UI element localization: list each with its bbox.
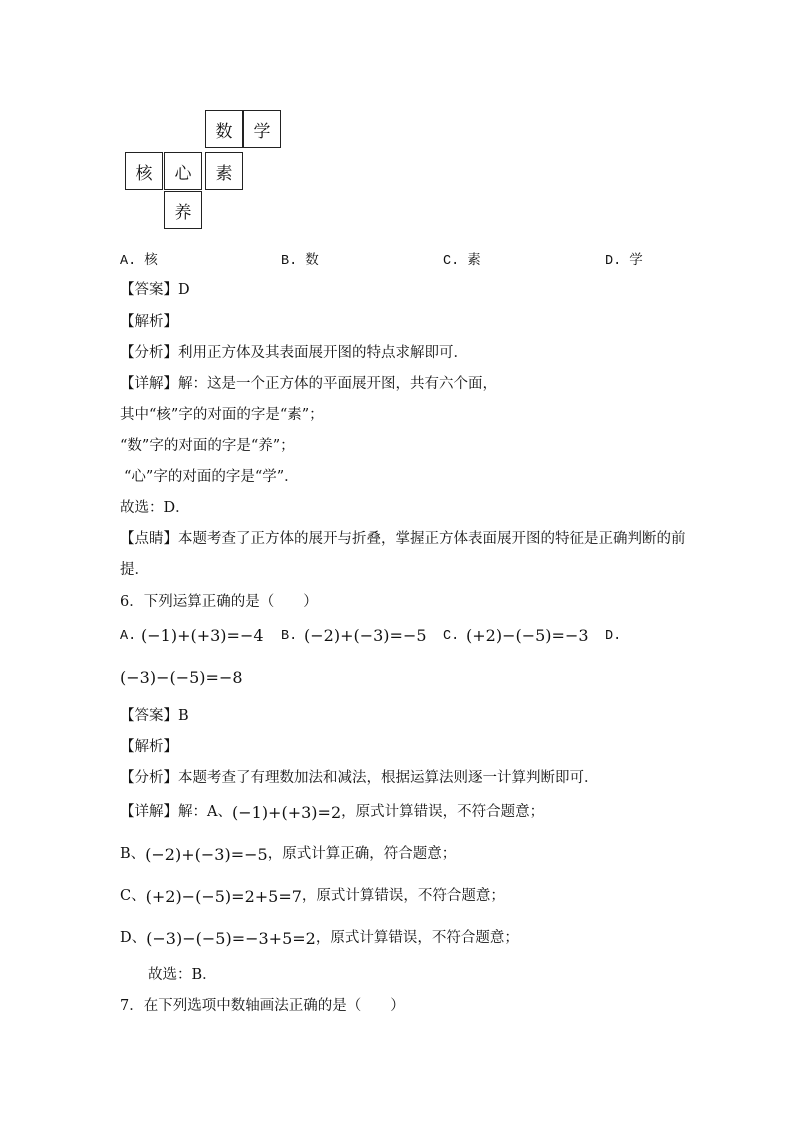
q6-solution-a-prefix: 【详解】解：A、 xyxy=(120,804,232,820)
q5-option-d: D. 学 xyxy=(605,254,643,269)
q7-title: 7．在下列选项中数轴画法正确的是（ ） xyxy=(120,998,405,1014)
net-cell-he: 核 xyxy=(125,152,163,190)
q6-solution-b-note: ，原式计算正确，符合题意； xyxy=(267,846,457,862)
q6-solution-d-expr: (−3)−(−5)=−3+5=2 xyxy=(146,928,316,948)
q5-option-b: B. 数 xyxy=(281,254,319,269)
q5-line-3: “数”字的对面的字是“养”； xyxy=(120,438,295,454)
q6-jiexi: 【解析】 xyxy=(120,739,178,755)
q5-line-4: “心”字的对面的字是“学”． xyxy=(124,469,299,485)
q6-option-d-label: D. xyxy=(605,629,622,644)
q6-solution-c-note: ，原式计算错误，不符合题意； xyxy=(301,888,505,904)
net-cell-xin: 心 xyxy=(164,152,202,190)
q6-solution-a-note: ，原式计算错误，不符合题意； xyxy=(341,804,545,820)
q6-option-a-expr: (−1)+(+3)=−4 xyxy=(141,626,264,645)
q6-guxuan: 故选：B． xyxy=(148,967,217,983)
q6-solution-b xyxy=(120,844,456,864)
net-cell-su: 素 xyxy=(205,152,243,190)
net-cell-xue: 学 xyxy=(243,110,281,148)
q5-dianjing-line-2: 提． xyxy=(120,562,149,578)
q5-guxuan: 故选：D． xyxy=(120,500,190,516)
q6-solution-b-prefix: B、 xyxy=(120,846,146,862)
q6-answer: 【答案】B xyxy=(120,708,189,724)
q6-solution-d xyxy=(120,928,519,948)
q6-option-b-label: B. xyxy=(281,629,298,644)
q6-solution-d-prefix: D、 xyxy=(120,930,147,946)
q6-fenxi: 【分析】本题考查了有理数加法和减法，根据运算法则逐一计算判断即可． xyxy=(120,770,599,786)
q6-solution-b-expr: (−2)+(−3)=−5 xyxy=(145,844,268,864)
q6-title: 6．下列运算正确的是（ ） xyxy=(120,594,318,610)
net-cell-shu: 数 xyxy=(205,110,243,148)
q5-option-a: A. 核 xyxy=(120,254,158,269)
q5-line-2: 其中“核”字的对面的字是“素”； xyxy=(120,407,324,423)
q6-solution-a-expr: (−1)+(+3)=2 xyxy=(231,802,342,822)
q6-solution-d-note: ，原式计算错误，不符合题意； xyxy=(315,930,519,946)
q6-solution-c xyxy=(120,886,505,906)
q6-solution-c-expr: (+2)−(−5)=2+5=7 xyxy=(145,886,302,906)
q5-dianjing-line-1: 【点睛】本题考查了正方体的展开与折叠，掌握正方体表面展开图的特征是正确判断的前 xyxy=(120,531,686,547)
net-cell-yang: 养 xyxy=(164,191,202,229)
q6-option-b-expr: (−2)+(−3)=−5 xyxy=(304,626,427,645)
q6-option-c-label: C. xyxy=(443,629,460,644)
q5-fenxi: 【分析】利用正方体及其表面展开图的特点求解即可． xyxy=(120,345,468,361)
q6-option-c-expr: (+2)−(−5)=−3 xyxy=(466,626,589,645)
q6-solution-a xyxy=(120,802,544,822)
q5-answer: 【答案】D xyxy=(120,282,190,298)
q6-option-d-expr: (−3)−(−5)=−8 xyxy=(120,668,243,687)
q5-xiangjie: 【详解】解：这是一个正方体的平面展开图，共有六个面， xyxy=(120,376,497,392)
q5-jiexi: 【解析】 xyxy=(120,314,178,330)
q6-solution-c-prefix: C、 xyxy=(120,888,146,904)
q6-option-a-label: A. xyxy=(120,629,137,644)
q5-option-c: C. 素 xyxy=(443,254,481,269)
